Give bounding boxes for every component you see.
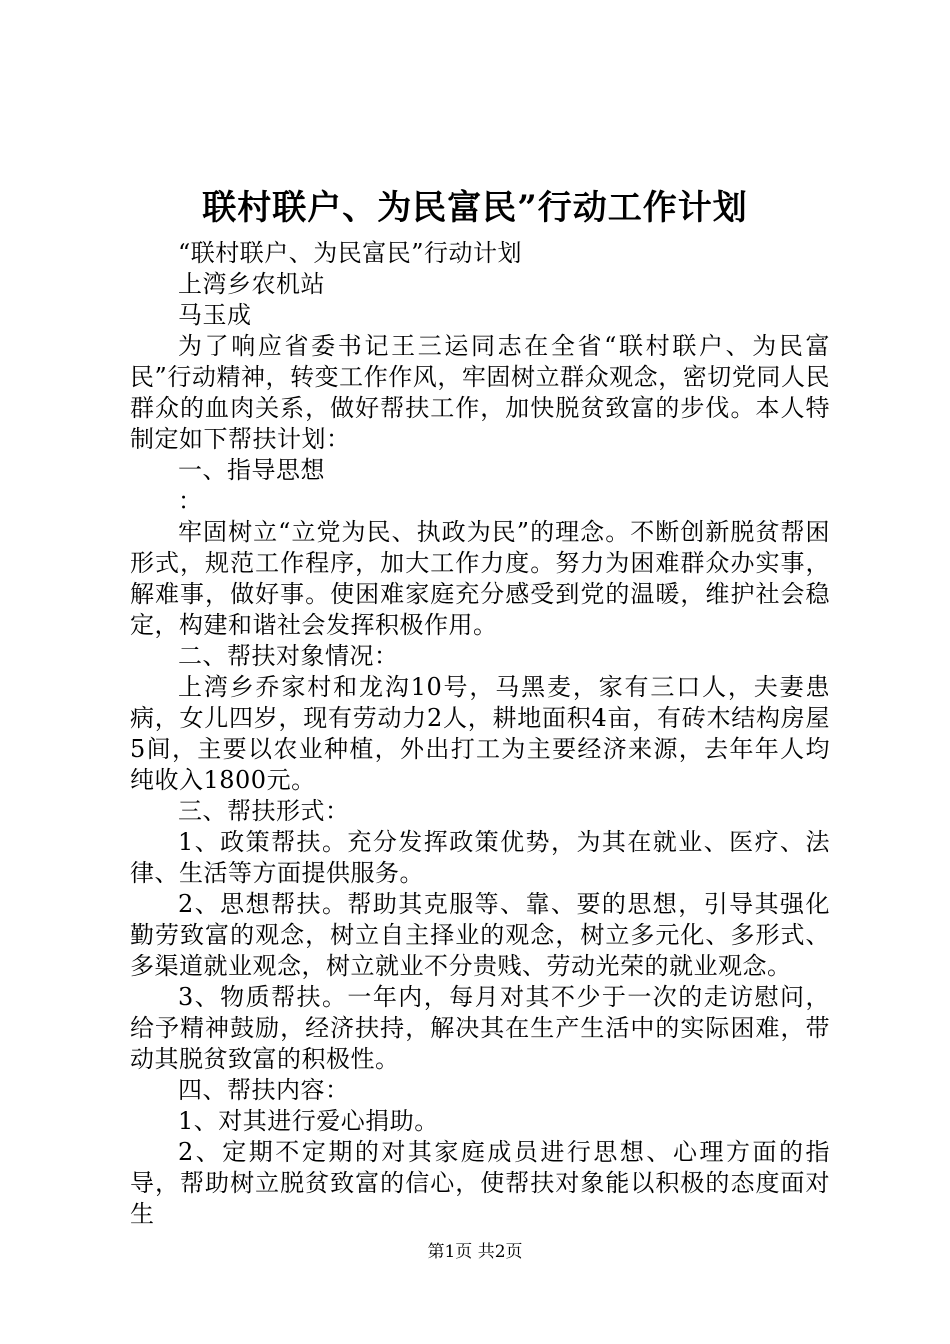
author-paragraph: 马玉成 <box>178 301 252 329</box>
content-item-donation: 1、对其进行爱心捐助。 <box>178 1107 439 1135</box>
target-paragraph: 上湾乡乔家村和龙沟10号，马黑麦，家有三口人，夫妻患病，女儿四岁，现有劳动力2人，耕地面积4亩，有砖木结构房屋5间，主要以农业种植，外出打工为主要经济来源，去年年人均纯收入1800元。 <box>130 673 830 794</box>
document-body <box>130 238 830 1230</box>
organization-paragraph: 上湾乡农机站 <box>178 270 325 298</box>
section-heading-forms: 三、帮扶形式： <box>178 797 350 825</box>
form-item-policy: 1、政策帮扶。充分发挥政策优势，为其在就业、医疗、法律、生活等方面提供服务。 <box>130 828 830 887</box>
document-title: 联村联户、为民富民”行动工作计划 <box>202 188 748 228</box>
section-heading-guiding-idea: 一、指导思想 <box>178 456 325 484</box>
section-heading-content: 四、帮扶内容： <box>178 1076 350 1104</box>
form-item-thought: 2、思想帮扶。帮助其克服等、靠、要的思想，引导其强化勤劳致富的观念，树立自主择业的观念，树立多元化、多形式、多渠道就业观念，树立就业不分贵贱、劳动光荣的就业观念。 <box>130 890 830 980</box>
colon-line: ： <box>178 487 203 515</box>
form-item-material: 3、物质帮扶。一年内，每月对其不少于一次的走访慰问，给予精神鼓励，经济扶持，解决其在生产生活中的实际困难，带动其脱贫致富的积极性。 <box>130 983 830 1073</box>
guiding-idea-paragraph: 牢固树立“立党为民、执政为民”的理念。不断创新脱贫帮困形式，规范工作程序，加大工作力度。努力为困难群众办实事，解难事，做好事。使困难家庭充分感受到党的温暖，维护社会稳定，构建和谐社会发挥积极作用。 <box>130 518 830 639</box>
content-item-guidance: 2、定期不定期的对其家庭成员进行思想、心理方面的指导，帮助树立脱贫致富的信心，使帮扶对象能以积极的态度面对生 <box>130 1138 830 1228</box>
subtitle-paragraph: “联村联户、为民富民”行动计划 <box>178 239 523 267</box>
intro-paragraph: 为了响应省委书记王三运同志在全省“联村联户、为民富民”行动精神，转变工作作风，牢固树立群众观念，密切党同人民群众的血肉关系，做好帮扶工作，加快脱贫致富的步伐。本人特制定如下帮扶计划： <box>130 332 830 453</box>
page-number-footer: 第1页 共2页 <box>427 1242 523 1262</box>
section-heading-target: 二、帮扶对象情况： <box>178 642 399 670</box>
